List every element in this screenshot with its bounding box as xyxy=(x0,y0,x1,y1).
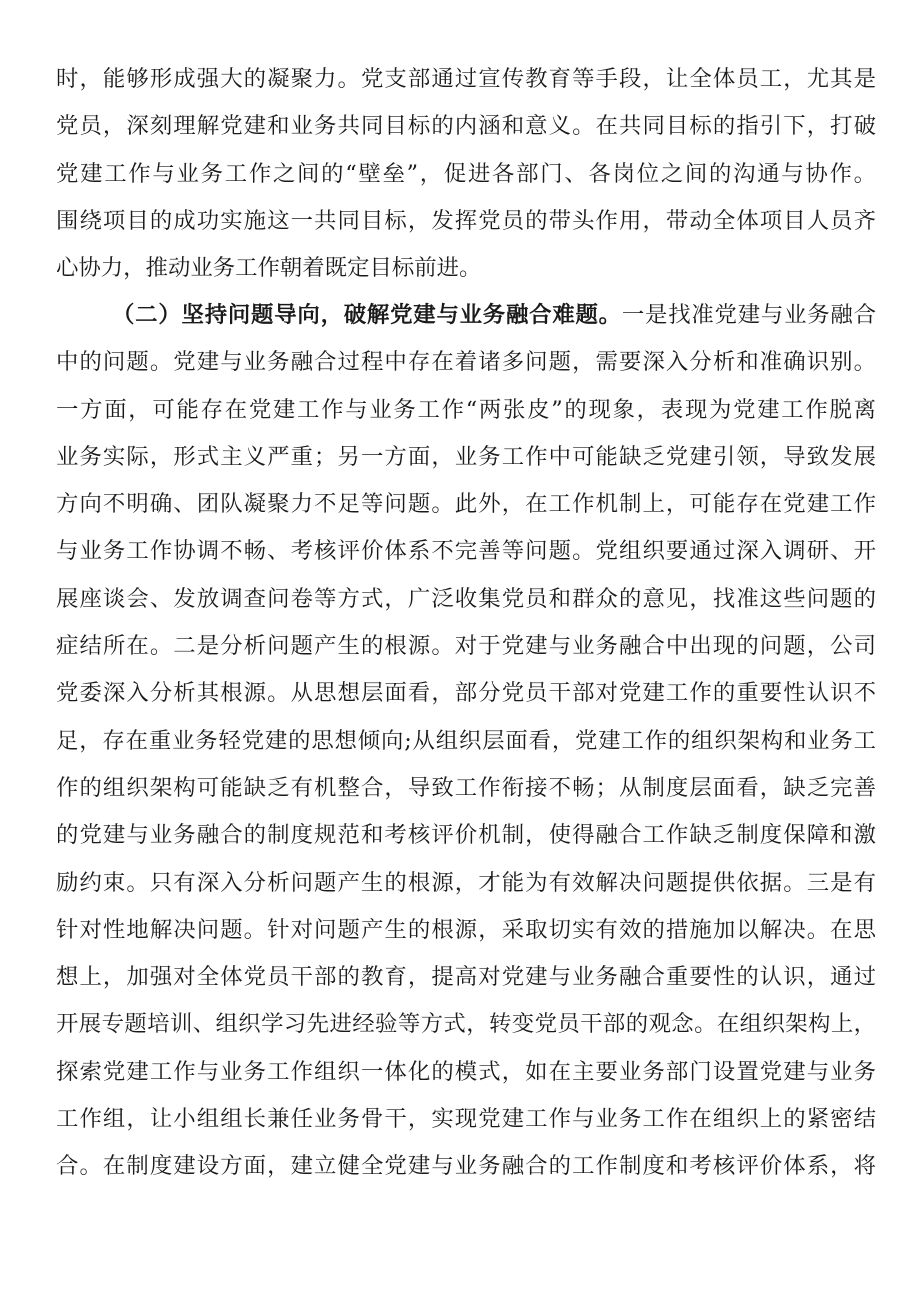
text-line: 励约束。只有深入分析问题产生的根源，才能为有效解决问题提供依据。三是有 xyxy=(56,869,876,896)
text-line: 针对性地解决问题。针对问题产生的根源，采取切实有效的措施加以解决。在思 xyxy=(56,916,876,943)
text-line: 围绕项目的成功实施这一共同目标，发挥党员的带头作用，带动全体项目人员齐 xyxy=(56,207,876,234)
text-line: 方向不明确、团队凝聚力不足等问题。此外，在工作机制上，可能存在党建工作 xyxy=(56,491,876,518)
section-heading: （二）坚持问题导向，破解党建与业务融合难题。 xyxy=(112,302,622,328)
text-line: 中的问题。党建与业务融合过程中存在着诸多问题，需要深入分析和准确识别。 xyxy=(56,349,876,376)
text-line-first xyxy=(56,292,876,339)
text-line: 开展专题培训、组织学习先进经验等方式，转变党员干部的观念。在组织架构上， xyxy=(56,1011,876,1038)
paragraph-continuation xyxy=(56,56,876,292)
text-line: 心协力，推动业务工作朝着既定目标前进。 xyxy=(56,255,482,282)
text-line: 的党建与业务融合的制度规范和考核评价机制，使得融合工作缺乏制度保障和激 xyxy=(56,822,876,849)
text-line: 时，能够形成强大的凝聚力。党支部通过宣传教育等手段，让全体员工，尤其是 xyxy=(56,66,876,92)
text-line: 合。在制度建设方面，建立健全党建与业务融合的工作制度和考核评价体系，将 xyxy=(56,1153,876,1180)
text-line: 想上，加强对全体党员干部的教育，提高对党建与业务融合重要性的认识，通过 xyxy=(56,964,876,991)
text-line: 业务实际，形式主义严重；另一方面，业务工作中可能缺乏党建引领，导致发展 xyxy=(56,443,876,470)
text-line: 与业务工作协调不畅、考核评价体系不完善等问题。党组织要通过深入调研、开 xyxy=(56,538,876,565)
text-line: 症结所在。二是分析问题产生的根源。对于党建与业务融合中出现的问题，公司 xyxy=(56,633,876,660)
text-line: 足，存在重业务轻党建的思想倾向;从组织层面看，党建工作的组织架构和业务工 xyxy=(56,727,876,754)
text-line: 探索党建工作与业务工作组织一体化的模式，如在主要业务部门设置党建与业务 xyxy=(56,1058,876,1085)
text-line: 作的组织架构可能缺乏有机整合，导致工作衔接不畅；从制度层面看，缺乏完善 xyxy=(56,774,876,801)
text-line: 党员，深刻理解党建和业务共同目标的内涵和意义。在共同目标的指引下，打破 xyxy=(56,113,876,140)
text-line: 一方面，可能存在党建工作与业务工作“两张皮”的现象，表现为党建工作脱离 xyxy=(56,396,876,423)
text-line: 工作组，让小组组长兼任业务骨干，实现党建工作与业务工作在组织上的紧密结 xyxy=(56,1106,876,1133)
heading-rest-text: 一是找准党建与业务融合 xyxy=(621,302,877,328)
text-line: 展座谈会、发放调查问卷等方式，广泛收集党员和群众的意见，找准这些问题的 xyxy=(56,585,876,612)
paragraph-problem-orientation xyxy=(56,292,876,1191)
text-line: 党建工作与业务工作之间的“壁垒”，促进各部门、各岗位之间的沟通与协作。 xyxy=(56,160,876,187)
text-line: 党委深入分析其根源。从思想层面看，部分党员干部对党建工作的重要性认识不 xyxy=(56,680,876,707)
